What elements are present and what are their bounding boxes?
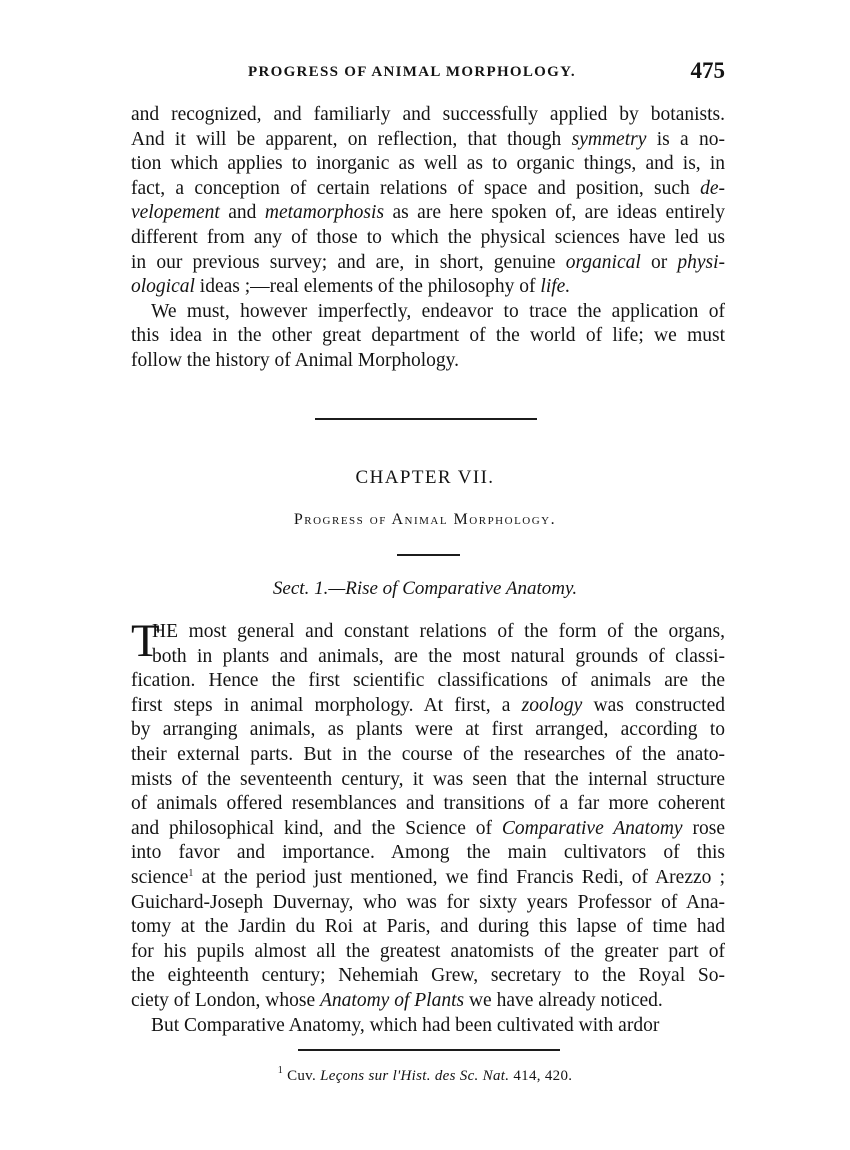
text-run: first steps in animal morphology. At first, a [131, 694, 522, 716]
text-line [131, 201, 725, 226]
text-line [131, 300, 725, 325]
text-run: ideas ;—real elements of the philosophy of [194, 276, 541, 298]
footnote-ref: 1 [188, 867, 194, 879]
section-title-text: 1.—Rise of Comparative Anatomy. [309, 578, 578, 599]
text-run: And it will be apparent, on reflection, that though [131, 128, 572, 150]
text-run: tomy at the Jardin du Roi at Paris, and during this lapse of time had [131, 916, 725, 938]
text-run: fact, a conception of certain relations of space and position, such [131, 177, 701, 199]
footnote [0, 1065, 850, 1085]
text-line [131, 275, 725, 300]
text-run: is a no- [646, 128, 726, 150]
chapter-divider-rule [397, 554, 460, 556]
text-run: velopement [131, 202, 220, 224]
text-run: both in plants and animals, are the most natural grounds of classi- [152, 645, 725, 667]
text-line [131, 866, 725, 891]
footnote-rule [298, 1049, 560, 1051]
text-run: in our previous survey; and are, in short, genuine [131, 251, 566, 273]
text-line [131, 841, 725, 866]
intro-paragraphs [131, 103, 725, 374]
section-prefix: Sect. [272, 578, 310, 599]
text-run: But Comparative Anatomy, which had been cultivated with ardor [151, 1014, 660, 1036]
footnote-pages: 414, 420. [509, 1068, 573, 1084]
text-run: physi- [677, 251, 725, 273]
text-run: different from any of those to which the physical sciences have led us [131, 226, 725, 248]
text-run: for his pupils almost all the greatest anatomists of the greater part of [131, 940, 725, 962]
text-run: ological [131, 276, 195, 298]
text-run: organical [565, 251, 641, 273]
running-head: PROGRESS OF ANIMAL MORPHOLOGY. [248, 64, 576, 80]
text-line [131, 349, 725, 374]
text-run: Guichard-Joseph Duvernay, who was for sixty years Professor of Ana- [131, 891, 725, 913]
text-run: We must, however imperfectly, endeavor to trace the application of [151, 300, 725, 322]
body-paragraphs [131, 615, 725, 1038]
text-line [131, 940, 725, 965]
text-run: this idea in the other great department of the world of life; we must [131, 325, 725, 347]
text-run: by arranging animals, as plants were at first arranged, according to [131, 719, 725, 741]
text-line [131, 718, 725, 743]
text-line [131, 103, 725, 128]
drop-cap: T [131, 615, 160, 667]
text-run: and philosophical kind, and the Science of [131, 817, 502, 839]
text-run: HE most general and constant relations of the form of the organs, [152, 621, 725, 642]
text-run: of animals offered resemblances and transitions of a far more coherent [131, 793, 725, 815]
text-run: the eighteenth century; Nehemiah Grew, secretary to the Royal So- [131, 965, 725, 987]
text-line [131, 694, 725, 719]
text-line [131, 964, 725, 989]
text-run: metamorphosis [264, 202, 385, 224]
text-line [131, 792, 725, 817]
text-line [131, 1014, 725, 1039]
text-run: mists of the seventeenth century, it was seen that the internal structure [131, 768, 725, 790]
section-divider-rule [315, 418, 537, 420]
text-line [131, 915, 725, 940]
text-run: follow the history of Animal Morphology. [131, 349, 460, 371]
chapter-title: CHAPTER VII. [355, 467, 495, 488]
page-number: 475 [690, 58, 725, 83]
text-run: tion which applies to inorganic as well as to organic things, and is, in [131, 153, 725, 175]
text-line [131, 177, 725, 202]
text-line [131, 645, 725, 670]
text-run: as are here spoken of, are ideas entirely [384, 202, 726, 224]
text-line [131, 817, 725, 842]
text-run: Anatomy of Plants [320, 989, 465, 1011]
text-run: life. [540, 276, 571, 298]
text-run: symmetry [571, 128, 647, 150]
text-run: zoology [521, 694, 583, 716]
text-run: into favor and importance. Among the main cultivators of this [131, 842, 725, 864]
text-run: science [131, 866, 189, 888]
text-line [131, 669, 725, 694]
text-run: rose [682, 817, 725, 839]
text-run: de- [700, 177, 725, 199]
text-line [131, 768, 725, 793]
text-run: fication. Hence the first scientific classifications of animals are the [131, 670, 725, 692]
text-line [131, 620, 725, 645]
text-line [131, 152, 725, 177]
section-title [0, 578, 850, 600]
text-run: at the period just mentioned, we find Francis Redi, of Arezzo ; [193, 866, 725, 888]
footnote-title: Leçons sur l'Hist. des Sc. Nat. [320, 1068, 510, 1084]
text-run: and [219, 202, 265, 224]
page-header [130, 58, 725, 88]
chapter-subtitle: Progress of Animal Morphology. [293, 511, 557, 528]
text-run: their external parts. But in the course of the researches of the anato- [131, 743, 725, 765]
text-line [131, 226, 725, 251]
text-line [131, 128, 725, 153]
text-line [131, 891, 725, 916]
text-line [131, 989, 725, 1014]
text-run: Comparative Anatomy [501, 817, 683, 839]
text-line [131, 743, 725, 768]
text-line [131, 324, 725, 349]
text-run: and recognized, and familiarly and successfully applied by botanists. [131, 104, 725, 125]
text-run: or [640, 251, 678, 273]
text-run: we have already noticed. [464, 989, 663, 1011]
text-run: ciety of London, whose [131, 989, 321, 1011]
text-line [131, 251, 725, 276]
text-run: was constructed [582, 694, 725, 716]
footnote-author: Cuv. [283, 1068, 321, 1084]
footnote-marker: 1 [277, 1065, 284, 1076]
